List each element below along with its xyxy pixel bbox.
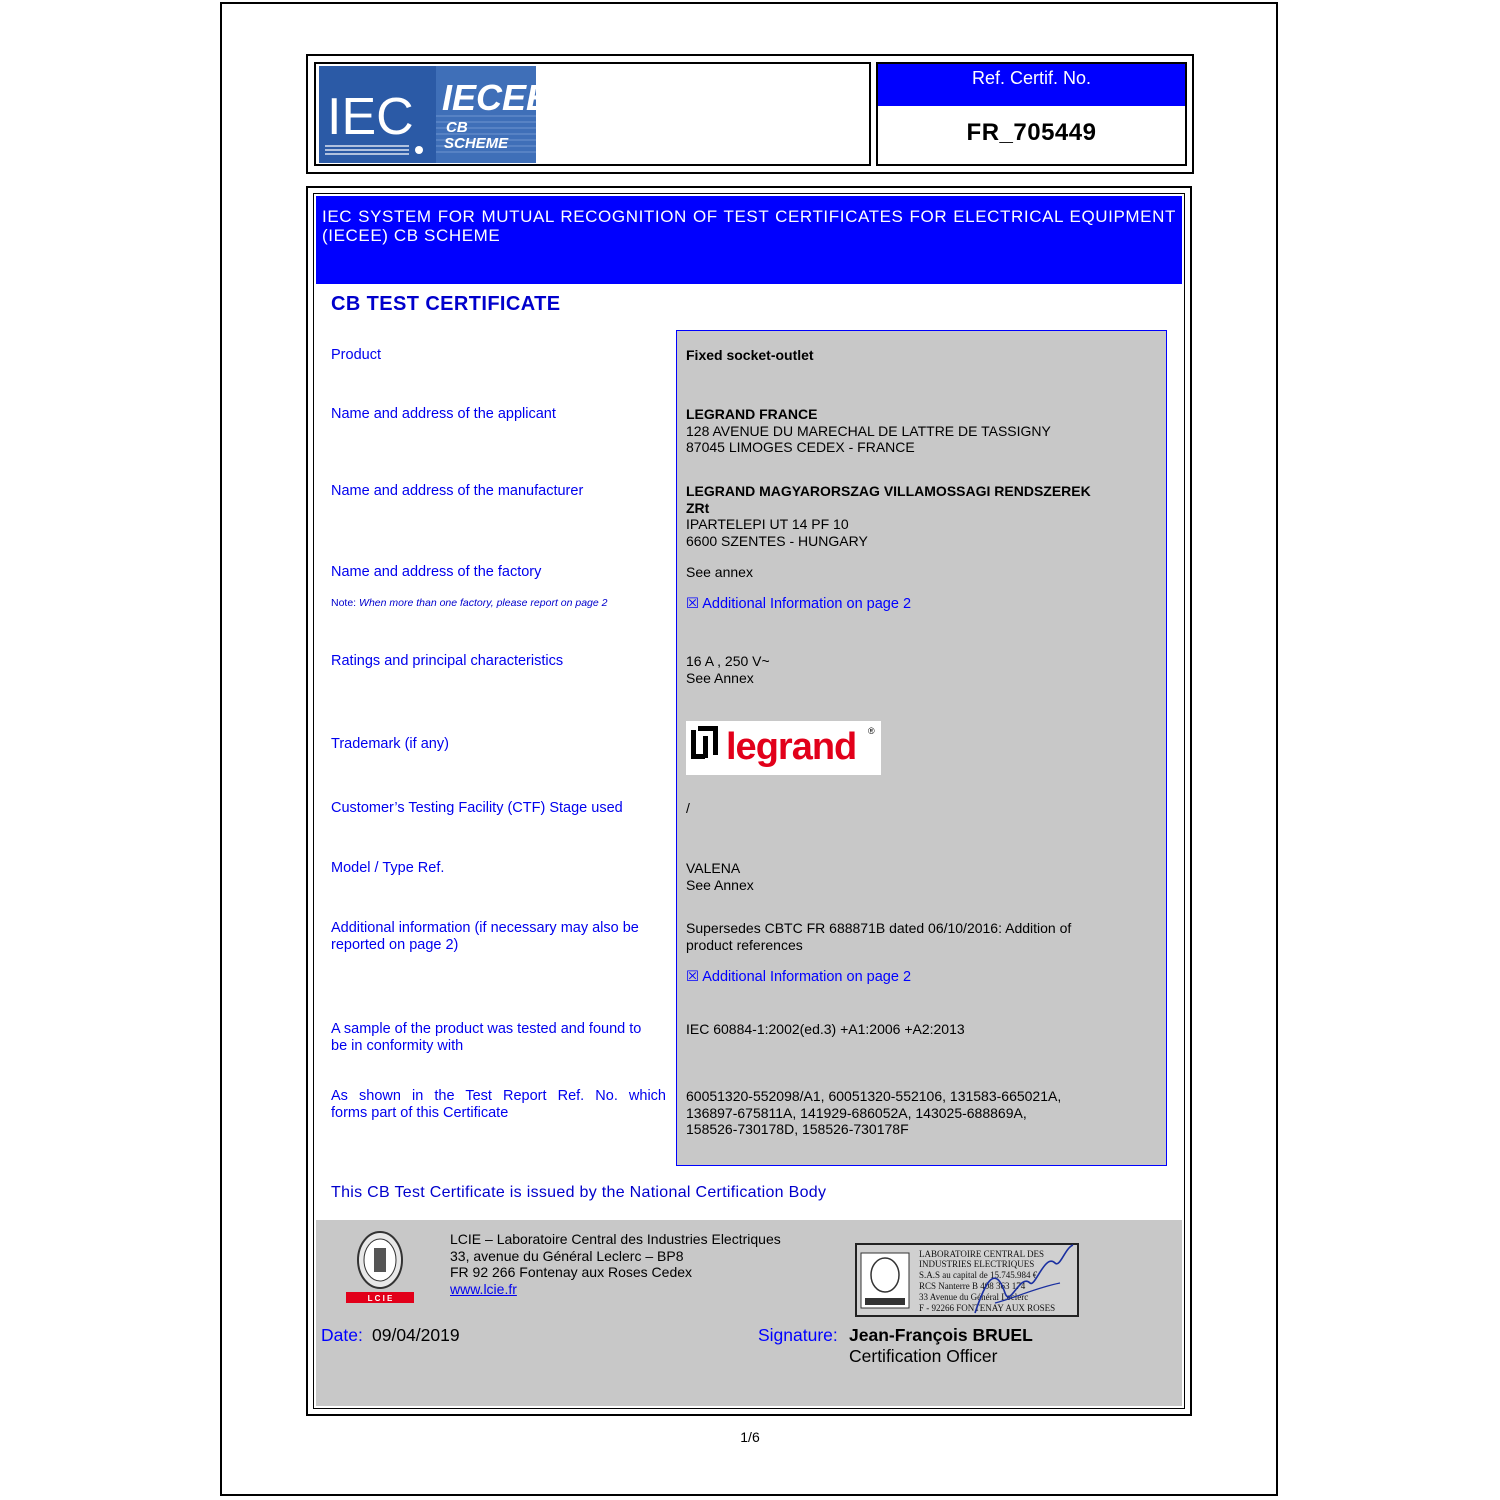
- ratings-line-2: See Annex: [686, 669, 754, 686]
- bureau-veritas-seal: [346, 1230, 414, 1304]
- stamp-line-1: LABORATOIRE CENTRAL DES: [919, 1249, 1045, 1259]
- issued-by-statement: This CB Test Certificate is issued by the National Certification Body: [331, 1184, 827, 1201]
- test-report-refs-line-3: 158526-730178D, 158526-730178F: [686, 1121, 909, 1137]
- conformity-standard: IEC 60884-1:2002(ed.3) +A1:2006 +A2:2013: [686, 1021, 965, 1037]
- lcie-website-link[interactable]: www.lcie.fr: [450, 1280, 517, 1297]
- model-label: Model / Type Ref.: [331, 860, 445, 876]
- manufacturer-address-line-2: 6600 SZENTES - HUNGARY: [686, 532, 868, 549]
- signer-title: Certification Officer: [849, 1346, 998, 1366]
- applicant-label: Name and address of the applicant: [331, 406, 556, 422]
- additional-info-label-line-1: Additional information (if necessary may also be: [331, 920, 639, 936]
- iec-logo-text: IEC: [327, 88, 414, 146]
- factory-additional-info: [686, 596, 911, 612]
- ref-certif-number: FR_705449: [966, 119, 1097, 146]
- additional-info-page2: [686, 969, 911, 985]
- iec-logo: [319, 66, 436, 163]
- lcie-address-line-2: 33, avenue du Général Leclerc – BP8: [450, 1247, 684, 1264]
- product-value: Fixed socket-outlet: [686, 347, 814, 363]
- additional-info-line-2: product references: [686, 936, 803, 953]
- lcie-address: [450, 1231, 781, 1297]
- product-label: Product: [331, 347, 381, 363]
- additional-info-label: [331, 920, 639, 954]
- cb-logo-text: CB: [446, 119, 468, 136]
- stamp-line-3: S.A.S au capital de 15.745.984 €: [919, 1270, 1038, 1280]
- lcie-seal-label: L C I E: [367, 1294, 393, 1303]
- conformity-label-line-1: A sample of the product was tested and found to: [331, 1021, 642, 1037]
- iecee-cb-scheme-logo: [436, 66, 551, 163]
- stamp-line-4: RCS Nanterre B 408 363 174: [919, 1281, 1026, 1291]
- manufacturer-name-line-2: ZRt: [686, 499, 710, 516]
- ratings-line-1: 16 A , 250 V~: [686, 653, 770, 669]
- additional-info-label-line-2: reported on page 2): [331, 937, 459, 953]
- model-line-2: See Annex: [686, 876, 754, 893]
- applicant-address-line-2: 87045 LIMOGES CEDEX - FRANCE: [686, 439, 915, 455]
- stamp-line-2: INDUSTRIES ELECTRIQUES: [919, 1259, 1035, 1269]
- test-report-label: [331, 1088, 666, 1122]
- test-report-label-line-2: forms part of this Certificate: [331, 1105, 509, 1121]
- scheme-banner: [316, 196, 1182, 284]
- manufacturer-value: [686, 483, 1091, 549]
- factory-note: [331, 597, 608, 609]
- checked-box-icon: ☒: [686, 969, 699, 985]
- applicant-address-line-1: 128 AVENUE DU MARECHAL DE LATTRE DE TASSIGNY: [686, 422, 1051, 439]
- ctf-value: /: [686, 800, 690, 816]
- applicant-name: LEGRAND FRANCE: [686, 406, 818, 422]
- date-value: 09/04/2019: [372, 1325, 460, 1345]
- additional-info-value: [686, 920, 1071, 953]
- company-stamp: [855, 1243, 1079, 1317]
- ref-certif-label: Ref. Certif. No.: [878, 64, 1185, 106]
- checked-box-icon: ☒: [686, 596, 699, 612]
- legrand-logo: [686, 721, 881, 775]
- test-report-label-line-1: As shown in the Test Report Ref. No. which: [331, 1088, 666, 1104]
- additional-info-page2-text: Additional Information on page 2: [702, 969, 912, 985]
- page-number: 1/6: [740, 1429, 760, 1445]
- factory-additional-info-text: Additional Information on page 2: [702, 596, 912, 612]
- factory-value: See annex: [686, 564, 753, 580]
- lcie-address-line-1: LCIE – Laboratoire Central des Industries Electriques: [450, 1231, 781, 1247]
- banner-line-2: (IECEE) CB SCHEME: [322, 226, 501, 245]
- ratings-value: [686, 653, 770, 686]
- applicant-value: [686, 406, 1051, 456]
- iecee-logo-text: IECEE: [442, 77, 551, 118]
- stamp-line-6: F - 92266 FONTENAY AUX ROSES: [919, 1303, 1056, 1313]
- model-value: [686, 860, 754, 893]
- model-line-1: VALENA: [686, 860, 741, 876]
- banner-line-1: IEC SYSTEM FOR MUTUAL RECOGNITION OF TEST CERTIFICATES FOR ELECTRICAL EQUIPMENT: [322, 207, 1176, 226]
- manufacturer-address-line-1: IPARTELEPI UT 14 PF 10: [686, 516, 849, 532]
- test-report-refs-line-1: 60051320-552098/A1, 60051320-552106, 131583-665021A,: [686, 1088, 1062, 1104]
- test-report-refs-line-2: 136897-675811A, 141929-686052A, 143025-688869A,: [686, 1104, 1027, 1121]
- factory-note-text: When more than one factory, please report on page 2: [359, 597, 608, 609]
- certificate-title: CB TEST CERTIFICATE: [331, 293, 561, 315]
- registered-mark: ®: [868, 726, 875, 736]
- manufacturer-label: Name and address of the manufacturer: [331, 483, 584, 499]
- scheme-logo-text: SCHEME: [444, 135, 509, 152]
- date-label: Date:: [321, 1325, 363, 1345]
- conformity-label-line-2: be in conformity with: [331, 1038, 464, 1054]
- manufacturer-name-line-1: LEGRAND MAGYARORSZAG VILLAMOSSAGI RENDSZEREK: [686, 483, 1091, 499]
- conformity-label: [331, 1021, 641, 1055]
- ratings-label: Ratings and principal characteristics: [331, 653, 564, 669]
- signer-name: Jean-François BRUEL: [849, 1325, 1033, 1345]
- lcie-address-line-3: FR 92 266 Fontenay aux Roses Cedex: [450, 1264, 693, 1280]
- factory-label: Name and address of the factory: [331, 564, 542, 580]
- ctf-label: Customer’s Testing Facility (CTF) Stage used: [331, 800, 623, 816]
- stamp-line-5: 33 Avenue du Général Leclerc: [919, 1292, 1029, 1302]
- factory-note-prefix: Note:: [331, 597, 357, 609]
- additional-info-line-1: Supersedes CBTC FR 688871B dated 06/10/2016: Addition of: [686, 920, 1072, 936]
- legrand-logo-text: legrand: [726, 726, 857, 768]
- signature-label: Signature:: [758, 1325, 838, 1345]
- trademark-label: Trademark (if any): [331, 736, 449, 752]
- test-report-refs: [686, 1088, 1061, 1138]
